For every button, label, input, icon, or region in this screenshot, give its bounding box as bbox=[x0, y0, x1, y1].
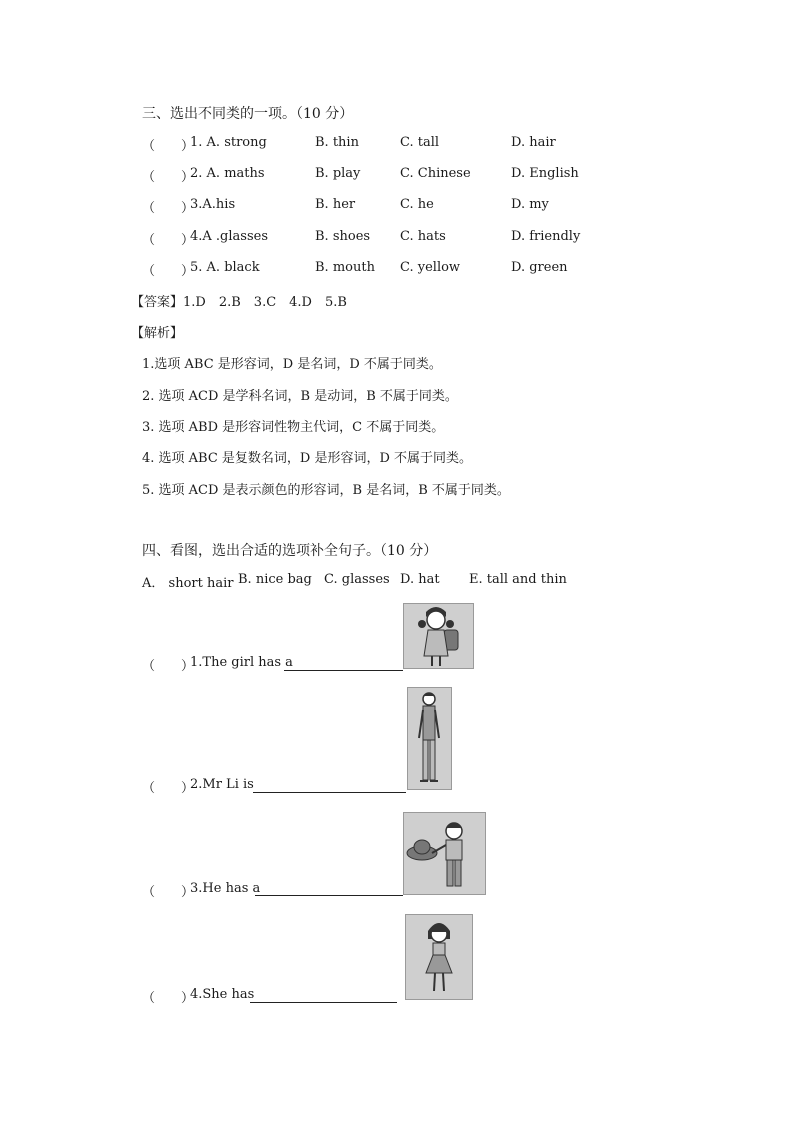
section3-title: 三、选出不同类的一项。（10 分） bbox=[142, 106, 354, 122]
option-c: C. he bbox=[400, 197, 434, 212]
fill-blank[interactable] bbox=[253, 792, 406, 793]
answer-paren[interactable]: （ ） bbox=[142, 659, 195, 674]
answer-paren[interactable]: （ ） bbox=[142, 233, 195, 248]
fill-blank[interactable] bbox=[284, 670, 403, 671]
option-a: 5. A. black bbox=[190, 260, 260, 275]
option-b: B. her bbox=[315, 197, 356, 212]
option-a: 4.A .glasses bbox=[190, 229, 268, 244]
option-b: B. nice bag bbox=[238, 572, 312, 587]
question-text: 1.The girl has a bbox=[190, 655, 293, 670]
option-b: B. shoes bbox=[315, 229, 371, 244]
answer-line bbox=[131, 291, 347, 310]
option-d: D. hair bbox=[511, 135, 556, 150]
section4-title: 四、看图，选出合适的选项补全句子。（10 分） bbox=[142, 543, 438, 559]
girl-with-bag-picture bbox=[403, 603, 474, 669]
fill-blank[interactable] bbox=[255, 895, 403, 896]
analysis-line: 4. 选项 ABC 是复数名词，D 是形容词，D 不属于同类。 bbox=[142, 451, 473, 466]
answer-label: 【答案】 bbox=[131, 295, 184, 310]
option-a: A． short hair bbox=[142, 576, 234, 591]
analysis-line: 3. 选项 ABD 是形容词性物主代词，C 不属于同类。 bbox=[142, 420, 445, 435]
option-b: B. mouth bbox=[315, 260, 375, 275]
question-text: 2.Mr Li is bbox=[190, 777, 254, 792]
answer-paren[interactable]: （ ） bbox=[142, 264, 195, 279]
option-c: C. glasses bbox=[324, 572, 390, 587]
option-a: 2. A. maths bbox=[190, 166, 265, 181]
option-b: B. thin bbox=[315, 135, 359, 150]
option-a: 1. A. strong bbox=[190, 135, 267, 150]
girl-short-hair-picture bbox=[405, 914, 473, 1000]
analysis-line: 2. 选项 ACD 是学科名词，B 是动词，B 不属于同类。 bbox=[142, 389, 458, 404]
analysis-line: 1.选项 ABC 是形容词，D 是名词，D 不属于同类。 bbox=[142, 357, 442, 372]
option-a: 3.A.his bbox=[190, 197, 236, 212]
option-d: D. friendly bbox=[511, 229, 581, 244]
tall-thin-man-picture bbox=[407, 687, 452, 790]
analysis-label: 【解析】 bbox=[131, 326, 184, 341]
answer-paren[interactable]: （ ） bbox=[142, 201, 195, 216]
option-b: B. play bbox=[315, 166, 361, 181]
option-c: C. yellow bbox=[400, 260, 461, 275]
option-e: E. tall and thin bbox=[469, 572, 567, 587]
answer-paren[interactable]: （ ） bbox=[142, 170, 195, 185]
question-text: 4.She has bbox=[190, 987, 255, 1002]
option-d: D. hat bbox=[400, 572, 440, 587]
answer-paren[interactable]: （ ） bbox=[142, 991, 195, 1006]
option-c: C. Chinese bbox=[400, 166, 471, 181]
answer-text: 1.D 2.B 3.C 4.D 5.B bbox=[183, 295, 347, 310]
answer-paren[interactable]: （ ） bbox=[142, 139, 195, 154]
option-c: C. tall bbox=[400, 135, 440, 150]
fill-blank[interactable] bbox=[250, 1002, 397, 1003]
boy-with-hat-picture bbox=[403, 812, 486, 895]
question-text: 3.He has a bbox=[190, 881, 261, 896]
answer-paren[interactable]: （ ） bbox=[142, 885, 195, 900]
option-c: C. hats bbox=[400, 229, 446, 244]
option-d: D. my bbox=[511, 197, 549, 212]
option-d: D. green bbox=[511, 260, 568, 275]
answer-paren[interactable]: （ ） bbox=[142, 781, 195, 796]
option-d: D. English bbox=[511, 166, 579, 181]
analysis-line: 5. 选项 ACD 是表示颜色的形容词，B 是名词，B 不属于同类。 bbox=[142, 483, 510, 498]
